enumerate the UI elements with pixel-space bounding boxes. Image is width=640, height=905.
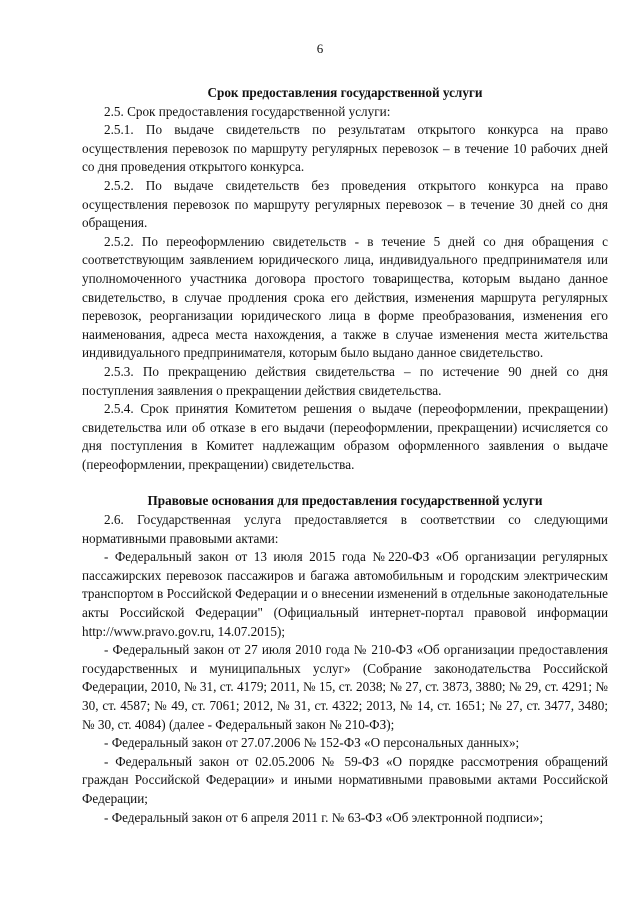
section-heading: Правовые основания для предоставления государственной услуги xyxy=(147,493,543,509)
section-heading: Срок предоставления государственной услуги xyxy=(207,85,483,100)
paragraph: 2.6. Государственная услуга предоставляется в соответствии со следующими нормативными правовыми актами: xyxy=(82,512,608,546)
section-term xyxy=(82,84,608,474)
document-body xyxy=(82,84,608,827)
list-item: - Федеральный закон от 27.07.2006 № 152-ФЗ «О персональных данных»; xyxy=(104,735,520,751)
paragraph: 2.5.1. По выдаче свидетельств по результатам открытого конкурса на право осуществления перевозок по маршруту регулярных перевозок – в течение 10 рабочих дней со дня проведения открытого конкурса. xyxy=(82,122,608,175)
paragraph: 2.5.2. По выдаче свидетельств без проведения открытого конкурса на право осуществления перевозок по маршруту регулярных перевозок – в течение 30 дней со дня обращения. xyxy=(82,177,608,231)
section-gap xyxy=(82,474,608,492)
paragraph: 2.5.3. По прекращению действия свидетельства – по истечение 90 дней со дня поступления заявления о прекращении действия свидетельства. xyxy=(82,363,608,398)
list-item: - Федеральный закон от 02.05.2006 № 59-ФЗ «О порядке рассмотрения обращений граждан Российской Федерации» и иными нормативными правовыми актами Российской Федерации; xyxy=(82,753,608,806)
paragraph: 2.5.4. Срок принятия Комитетом решения о выдаче (переоформлении, прекращении) свидетельства или об отказе в его выдачи (переоформлении, прекращении) исчисляется со дня поступления в Комитет надлежащим образом оформленного заявления о выдаче (переоформлении, прекращении) свидетельства. xyxy=(82,401,608,472)
paragraph: 2.5. Срок предоставления государственной услуги: xyxy=(104,103,391,119)
list-item: - Федеральный закон от 27 июля 2010 года № 210-ФЗ «Об организации предоставления государственных и муниципальных услуг» (Собрание законодательства Российской Федерации, 2010, № 31, ст. 4179; 2011, № 15, ст. 2038; № 27, ст. 3873, 3880; № 29, ст. 4291; № 30, ст. 4587; № 49, ст. 7061; 2012, № 31, ст. 4322; 2013, № 14, ст. 1651; № 27, ст. 3477, 3480; № 30, ст. 4084) (далее - Федеральный закон № 210-ФЗ); xyxy=(82,642,608,732)
list-item: - Федеральный закон от 6 апреля 2011 г. № 63-ФЗ «Об электронной подписи»; xyxy=(104,809,544,825)
list-item: - Федеральный закон от 13 июля 2015 года №220-ФЗ «Об организации регулярных пассажирских перевозок пассажиров и багажа автомобильным и городским электрическим транспортом в Российской Федерации и о внесении изменений в отдельные законодательные акты Российской Федерации" (Официальный интернет-портал правовой информации http://www.pravo.gov.ru, 14.07.2015); xyxy=(82,549,608,639)
paragraph: 2.5.2. По переоформлению свидетельств - в течение 5 дней со дня обращения с соответствующим заявлением юридического лица, индивидуального предпринимателя или уполномоченного участника договора простого товарищества, которым выдано данное свидетельство, в случае продления срока его действия, изменения маршрута регулярных перевозок, реорганизации юридического лица в форме преобразования, изменения его наименования, адреса места нахождения, а также в случае изменения места жительства индивидуального предпринимателя, которым было выдано данное свидетельство. xyxy=(82,233,608,361)
section-legal-basis xyxy=(82,492,608,827)
page-number: 6 xyxy=(316,41,324,56)
